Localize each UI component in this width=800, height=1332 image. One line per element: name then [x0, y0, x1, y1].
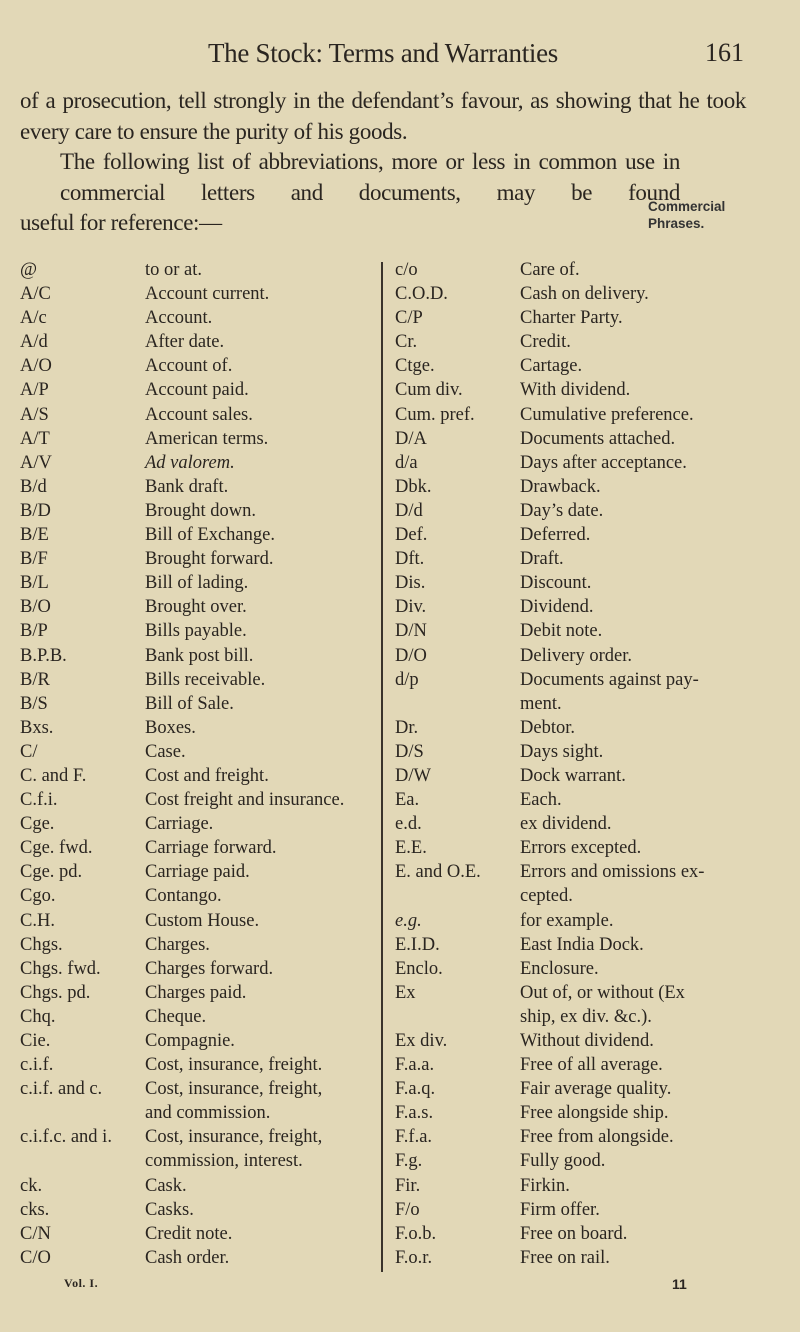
right-meaning: Free on board.: [520, 1223, 628, 1244]
right-abbreviation: Ex: [395, 982, 416, 1003]
table-row: [0, 619, 800, 643]
left-meaning: Charges.: [145, 934, 210, 955]
right-abbreviation: c/o: [395, 260, 418, 280]
right-abbreviation: d/p: [395, 669, 419, 690]
right-abbreviation: Dr.: [395, 717, 419, 738]
left-meaning: Cash order.: [145, 1247, 230, 1268]
right-meaning: Documents against pay-: [520, 669, 699, 690]
left-meaning: Carriage paid.: [145, 862, 250, 883]
table-row: [0, 427, 800, 451]
left-meaning: Brought down.: [145, 500, 256, 521]
left-meaning: Account paid.: [145, 380, 249, 401]
left-meaning: Cask.: [145, 1175, 187, 1196]
right-meaning: Errors and omissions ex-: [520, 862, 705, 883]
right-abbreviation: C.O.D.: [395, 284, 448, 305]
left-meaning: Cost, insurance, freight.: [145, 1055, 323, 1076]
table-row: [0, 957, 800, 981]
left-abbreviation: B/R: [20, 669, 50, 690]
right-abbreviation: D/O: [395, 645, 427, 666]
left-meaning: Bills receivable.: [145, 669, 266, 690]
left-meaning: commission, interest.: [145, 1151, 303, 1172]
left-abbreviation: A/T: [20, 428, 50, 449]
right-abbreviation: D/N: [395, 621, 427, 642]
left-abbreviation: c.i.f.: [20, 1055, 54, 1076]
body-text: [20, 86, 746, 239]
table-row: [0, 330, 800, 354]
right-meaning: Enclosure.: [520, 958, 599, 979]
table-row: [0, 1029, 800, 1053]
table-row: [0, 812, 800, 836]
right-abbreviation: F.o.b.: [395, 1223, 437, 1244]
table-row: [0, 547, 800, 571]
left-meaning: Charges paid.: [145, 982, 247, 1003]
table-row: [0, 354, 800, 378]
right-meaning: Dividend.: [520, 597, 594, 618]
left-abbreviation: c.i.f.c. and i.: [20, 1127, 112, 1148]
left-meaning: Bill of lading.: [145, 573, 249, 594]
left-abbreviation: B/E: [20, 525, 49, 546]
table-row: [0, 595, 800, 619]
left-meaning: Case.: [145, 741, 186, 762]
table-row: [0, 523, 800, 547]
left-abbreviation: cks.: [20, 1199, 50, 1220]
left-meaning: Boxes.: [145, 717, 196, 738]
right-abbreviation: F.f.a.: [395, 1127, 433, 1148]
right-meaning: Days after acceptance.: [520, 452, 687, 473]
left-meaning: Credit note.: [145, 1223, 233, 1244]
left-meaning: Ad valorem.: [145, 452, 235, 473]
left-abbreviation: A/S: [20, 404, 49, 425]
left-meaning: Bills payable.: [145, 621, 247, 642]
right-abbreviation: Fir.: [395, 1175, 421, 1196]
left-meaning: to or at.: [145, 260, 203, 280]
table-row: [0, 1246, 800, 1270]
table-row: [0, 306, 800, 330]
table-row: [0, 740, 800, 764]
left-abbreviation: A/P: [20, 380, 49, 401]
left-meaning: Bill of Sale.: [145, 693, 234, 714]
right-abbreviation: e.d.: [395, 814, 422, 835]
right-meaning: Free alongside ship.: [520, 1103, 669, 1124]
right-abbreviation: F/o: [395, 1199, 420, 1220]
right-meaning: Errors excepted.: [520, 838, 642, 859]
right-meaning: Deferred.: [520, 525, 591, 546]
table-row: [0, 716, 800, 740]
right-abbreviation: e.g.: [395, 910, 422, 931]
left-abbreviation: C/: [20, 741, 38, 762]
left-meaning: Carriage forward.: [145, 838, 277, 859]
right-meaning: Free from alongside.: [520, 1127, 674, 1148]
margin-note-line: Commercial: [648, 199, 726, 214]
left-abbreviation: B/D: [20, 500, 51, 521]
right-meaning: Delivery order.: [520, 645, 632, 666]
table-row: [0, 475, 800, 499]
right-meaning: Fair average quality.: [520, 1079, 672, 1100]
right-abbreviation: Dbk.: [395, 476, 432, 497]
left-meaning: Casks.: [145, 1199, 194, 1220]
margin-note: [648, 198, 725, 232]
paragraph-2-line-2: useful for reference:—: [20, 210, 222, 235]
volume-mark: Vol. I.: [64, 1276, 99, 1290]
right-abbreviation: Div.: [395, 597, 427, 618]
table-row: [0, 764, 800, 788]
left-meaning: Account current.: [145, 284, 270, 305]
left-meaning: Carriage.: [145, 814, 214, 835]
left-abbreviation: A/c: [20, 308, 47, 329]
left-meaning: American terms.: [145, 428, 269, 449]
left-abbreviation: C/N: [20, 1223, 51, 1244]
table-row: [0, 571, 800, 595]
running-header: [0, 38, 800, 72]
right-meaning: ment.: [520, 693, 562, 714]
left-meaning: Cheque.: [145, 1006, 207, 1027]
table-row: [0, 836, 800, 860]
left-abbreviation: A/d: [20, 332, 48, 353]
right-abbreviation: D/A: [395, 428, 427, 449]
right-meaning: Days sight.: [520, 741, 604, 762]
left-abbreviation: C. and F.: [20, 765, 87, 786]
left-abbreviation: Chgs. pd.: [20, 982, 91, 1003]
table-row: [0, 499, 800, 523]
right-meaning: East India Dock.: [520, 934, 644, 955]
page-number: 161: [705, 38, 744, 67]
right-abbreviation: F.a.s.: [395, 1103, 434, 1124]
left-meaning: Cost and freight.: [145, 765, 269, 786]
table-row: [0, 644, 800, 668]
left-meaning: Account.: [145, 308, 213, 329]
left-meaning: Charges forward.: [145, 958, 274, 979]
left-abbreviation: B/F: [20, 549, 48, 570]
right-abbreviation: E.E.: [395, 838, 427, 859]
table-row: [0, 1053, 800, 1077]
right-meaning: Care of.: [520, 260, 580, 280]
left-abbreviation: Cge. fwd.: [20, 838, 93, 859]
table-row: [0, 1005, 800, 1029]
right-meaning: Cumulative preference.: [520, 404, 694, 425]
left-abbreviation: Chgs. fwd.: [20, 958, 101, 979]
left-abbreviation: Cie.: [20, 1031, 51, 1051]
right-meaning: Draft.: [520, 549, 564, 570]
right-abbreviation: Cr.: [395, 332, 418, 353]
running-title: The Stock: Terms and Warranties: [207, 38, 559, 68]
right-meaning: Without dividend.: [520, 1031, 654, 1051]
right-abbreviation: Dis.: [395, 573, 426, 594]
left-abbreviation: A/C: [20, 284, 51, 305]
right-meaning: ship, ex div. &c.).: [520, 1006, 652, 1027]
right-abbreviation: F.o.r.: [395, 1247, 433, 1268]
right-abbreviation: Cum. pref.: [395, 404, 475, 425]
left-abbreviation: A/O: [20, 356, 52, 377]
left-meaning: Cost, insurance, freight,: [145, 1127, 323, 1148]
right-abbreviation: D/d: [395, 500, 423, 521]
table-row: [0, 403, 800, 427]
right-meaning: Free of all average.: [520, 1055, 663, 1076]
left-meaning: Account sales.: [145, 404, 253, 425]
right-meaning: Each.: [520, 790, 562, 811]
table-row: [0, 1222, 800, 1246]
left-abbreviation: Chq.: [20, 1006, 56, 1027]
right-abbreviation: Ea.: [395, 790, 420, 811]
signature-mark: 11: [672, 1276, 687, 1292]
right-meaning: Cartage.: [520, 356, 583, 377]
left-meaning: Brought forward.: [145, 549, 274, 570]
table-row: [0, 1077, 800, 1101]
left-abbreviation: B/O: [20, 597, 51, 618]
left-abbreviation: A/V: [20, 452, 52, 473]
left-meaning: Compagnie.: [145, 1031, 235, 1051]
table-row: [0, 451, 800, 475]
left-meaning: Bill of Exchange.: [145, 525, 275, 546]
left-meaning: Contango.: [145, 886, 222, 907]
left-abbreviation: Cgo.: [20, 886, 56, 907]
right-abbreviation: E. and O.E.: [395, 862, 481, 883]
left-abbreviation: C.H.: [20, 910, 55, 931]
left-abbreviation: C.f.i.: [20, 790, 58, 811]
paragraph-2: [20, 147, 746, 239]
right-abbreviation: Cum div.: [395, 380, 463, 401]
right-meaning: Debtor.: [520, 717, 575, 738]
right-meaning: Out of, or without (Ex: [520, 982, 685, 1003]
left-meaning: Bank post bill.: [145, 645, 254, 666]
right-meaning: Cash on delivery.: [520, 284, 649, 305]
left-meaning: Cost freight and insurance.: [145, 790, 345, 811]
table-row: [0, 378, 800, 402]
paragraph-2-line-1: The following list of abbreviations, more or less in common use in commercial letters and documents, may be found: [60, 149, 680, 205]
right-abbreviation: D/W: [395, 765, 431, 786]
table-row: [0, 884, 800, 908]
table-row: [0, 909, 800, 933]
right-meaning: Discount.: [520, 573, 592, 594]
table-row: [0, 933, 800, 957]
left-abbreviation: B.P.B.: [20, 645, 67, 666]
left-abbreviation: c.i.f. and c.: [20, 1079, 103, 1100]
right-abbreviation: Ex div.: [395, 1031, 448, 1051]
left-meaning: Cost, insurance, freight,: [145, 1079, 323, 1100]
right-meaning: With dividend.: [520, 380, 631, 401]
right-abbreviation: Def.: [395, 525, 428, 546]
right-meaning: ex dividend.: [520, 814, 612, 835]
right-meaning: Fully good.: [520, 1151, 606, 1172]
left-abbreviation: B/L: [20, 573, 49, 594]
right-meaning: Charter Party.: [520, 308, 623, 329]
right-meaning: Day’s date.: [520, 500, 604, 521]
left-meaning: Brought over.: [145, 597, 247, 618]
left-meaning: Custom House.: [145, 910, 260, 931]
left-abbreviation: B/d: [20, 476, 47, 497]
right-meaning: Dock warrant.: [520, 765, 626, 786]
right-abbreviation: Ctge.: [395, 356, 435, 377]
left-abbreviation: B/S: [20, 693, 48, 714]
left-abbreviation: Cge.: [20, 814, 55, 835]
right-meaning: Firm offer.: [520, 1199, 600, 1220]
left-abbreviation: Cge. pd.: [20, 862, 83, 883]
right-meaning: Debit note.: [520, 621, 603, 642]
left-abbreviation: Bxs.: [20, 717, 54, 738]
table-row: [0, 788, 800, 812]
table-row: [0, 1149, 800, 1173]
table-row: [0, 692, 800, 716]
table-row: [0, 1198, 800, 1222]
abbreviations-table: [0, 258, 800, 1270]
margin-note-line: Phrases.: [648, 216, 705, 231]
right-abbreviation: F.a.a.: [395, 1055, 435, 1076]
left-abbreviation: @: [20, 260, 38, 280]
right-meaning: Firkin.: [520, 1175, 570, 1196]
left-abbreviation: B/P: [20, 621, 48, 642]
left-meaning: Account of.: [145, 356, 233, 377]
left-meaning: Bank draft.: [145, 476, 229, 497]
left-meaning: After date.: [145, 332, 225, 353]
left-meaning: and commission.: [145, 1103, 271, 1124]
table-row: [0, 1101, 800, 1125]
right-meaning: for example.: [520, 910, 614, 931]
right-abbreviation: F.g.: [395, 1151, 423, 1172]
right-abbreviation: E.I.D.: [395, 934, 440, 955]
table-row: [0, 1125, 800, 1149]
right-abbreviation: C/P: [395, 308, 423, 329]
right-meaning: Free on rail.: [520, 1247, 610, 1268]
right-meaning: Drawback.: [520, 476, 601, 497]
left-abbreviation: ck.: [20, 1175, 43, 1196]
left-abbreviation: C/O: [20, 1247, 51, 1268]
right-abbreviation: Enclo.: [395, 958, 443, 979]
left-abbreviation: Chgs.: [20, 934, 63, 955]
right-abbreviation: D/S: [395, 741, 424, 762]
right-abbreviation: d/a: [395, 452, 418, 473]
right-abbreviation: Dft.: [395, 549, 425, 570]
right-meaning: Documents attached.: [520, 428, 676, 449]
paragraph-1: of a prosecution, tell strongly in the defendant’s favour, as showing that he took every care to ensure the purity of his goods.: [20, 88, 746, 144]
table-row: [0, 668, 800, 692]
table-row: [0, 258, 800, 282]
table-row: [0, 981, 800, 1005]
table-row: [0, 282, 800, 306]
table-row: [0, 860, 800, 884]
right-abbreviation: F.a.q.: [395, 1079, 436, 1100]
table-row: [0, 1174, 800, 1198]
right-meaning: cepted.: [520, 886, 573, 907]
right-meaning: Credit.: [520, 332, 571, 353]
